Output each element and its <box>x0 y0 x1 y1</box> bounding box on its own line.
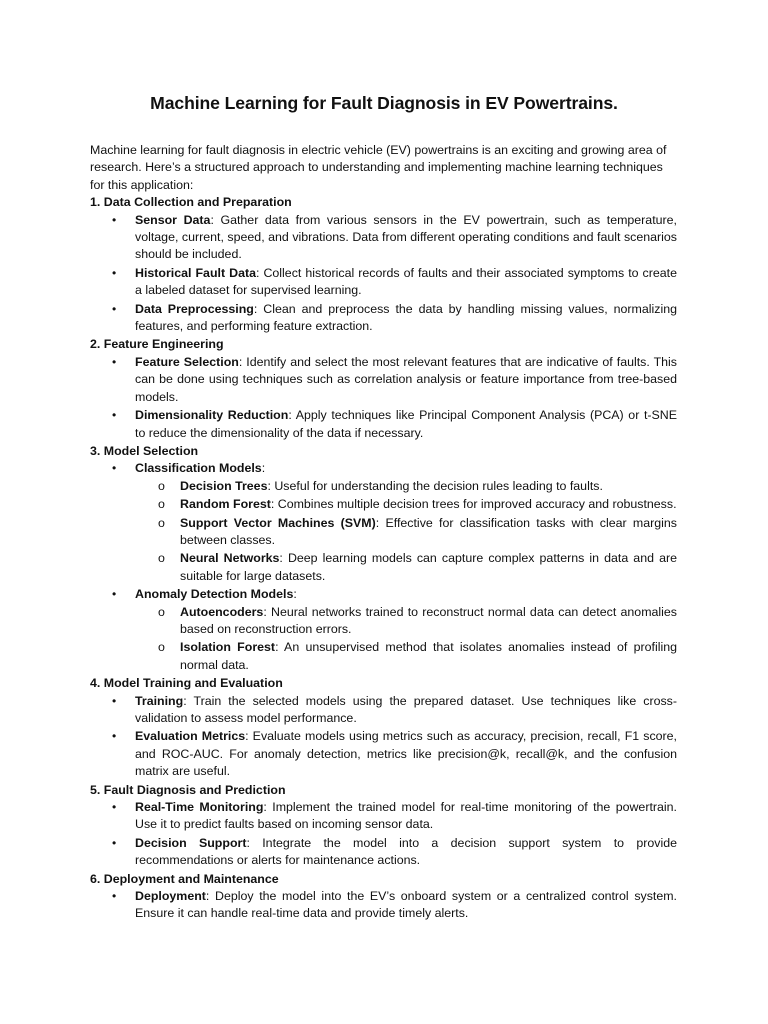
bullet-icon: • <box>112 265 117 280</box>
item-term: Real-Time Monitoring <box>135 800 264 815</box>
section-heading: 3. Model Selection <box>90 443 199 458</box>
list-item <box>90 693 677 728</box>
item-text: : Collect historical records of faults and their associated symptoms to create a labeled dataset for supervised learning. <box>135 265 677 298</box>
bullet-list <box>90 460 677 674</box>
document-title: Machine Learning for Fault Diagnosis in EV Powertrains. <box>150 93 618 113</box>
sub-list-item <box>135 604 677 639</box>
bullet-icon: • <box>112 354 117 369</box>
bullet-icon: • <box>112 461 117 476</box>
section-fault-diagnosis <box>90 782 677 870</box>
item-text: : Evaluate models using metrics such as accuracy, precision, recall, F1 score, and ROC-AUC. For anomaly detection, metrics like precision@k, recall@k, and the confusion matrix are useful. <box>135 729 677 779</box>
list-item <box>90 301 677 336</box>
item-text: : <box>293 587 297 602</box>
bullet-icon: • <box>112 889 117 904</box>
bullet-icon: • <box>112 835 117 850</box>
item-text: : Effective for classification tasks with clear margins between classes. <box>180 515 677 547</box>
item-term: Anomaly Detection Models <box>135 587 294 602</box>
item-term: Historical Fault Data <box>135 265 256 280</box>
sub-bullet-icon: o <box>158 604 165 619</box>
bullet-icon: • <box>112 408 117 423</box>
list-item <box>90 888 677 923</box>
sub-list-item <box>135 550 677 585</box>
sub-list-item <box>135 639 677 674</box>
item-term: Random Forest <box>180 497 271 512</box>
item-text: : Integrate the model into a decision support system to provide recommendations or alerts for maintenance actions. <box>135 835 677 868</box>
bullet-icon: • <box>112 693 117 708</box>
section-deployment <box>90 871 677 923</box>
item-term: Data Preprocessing <box>135 301 254 316</box>
item-text: : An unsupervised method that isolates anomalies instead of profiling normal data. <box>180 640 677 672</box>
bullet-list <box>90 888 677 923</box>
item-term: Feature Selection <box>135 354 239 369</box>
item-term: Training <box>135 693 184 708</box>
bullet-list <box>90 354 677 442</box>
section-heading: 1. Data Collection and Preparation <box>90 195 292 210</box>
item-text: : Deploy the model into the EV’s onboard system or a centralized control system. Ensure it can handle real-time data and provide timely alerts. <box>135 889 677 921</box>
list-item <box>90 354 677 406</box>
sub-bullet-icon: o <box>158 640 165 655</box>
item-text: : <box>261 461 266 476</box>
bullet-list <box>90 693 677 781</box>
bullet-icon: • <box>112 301 117 316</box>
list-item <box>90 799 677 834</box>
item-term: Decision Trees <box>180 478 268 493</box>
section-heading: 6. Deployment and Maintenance <box>90 871 279 886</box>
document-body <box>90 142 677 924</box>
list-item <box>90 212 677 264</box>
item-text: : Implement the trained model for real-time monitoring of the powertrain. Use it to predict faults based on incoming sensor data. <box>135 800 677 832</box>
sub-bullet-list <box>135 604 677 675</box>
bullet-icon: • <box>112 587 117 602</box>
bullet-list <box>90 799 677 870</box>
list-item <box>90 728 677 780</box>
item-text: : Train the selected models using the prepared dataset. Use techniques like cross-validation to assess model performance. <box>135 693 677 725</box>
list-item <box>90 407 677 442</box>
list-item <box>90 265 677 300</box>
item-term: Dimensionality Reduction <box>135 408 289 423</box>
item-text: : Identify and select the most relevant features that are indicative of faults. This can be done using techniques such as correlation analysis or feature importance from tree-based models. <box>135 354 677 404</box>
list-item <box>90 460 677 585</box>
section-heading: 4. Model Training and Evaluation <box>90 676 283 691</box>
item-term: Deployment <box>135 889 206 904</box>
section-model-selection <box>90 443 677 674</box>
list-item <box>90 586 677 674</box>
item-term: Classification Models <box>135 461 262 476</box>
item-term: Evaluation Metrics <box>135 729 246 744</box>
item-term: Sensor Data <box>135 212 211 227</box>
item-text: : Useful for understanding the decision rules leading to faults. <box>267 478 603 493</box>
section-data-collection <box>90 194 677 335</box>
sub-bullet-icon: o <box>158 478 165 493</box>
section-training-evaluation <box>90 675 677 780</box>
item-text: : Combines multiple decision trees for improved accuracy and robustness. <box>270 497 677 512</box>
sub-list-item <box>135 515 677 550</box>
item-term: Isolation Forest <box>180 640 276 655</box>
list-item <box>90 835 677 870</box>
item-term: Support Vector Machines (SVM) <box>180 515 376 530</box>
section-heading: 5. Fault Diagnosis and Prediction <box>90 782 286 797</box>
section-feature-engineering <box>90 336 677 441</box>
sub-bullet-icon: o <box>158 497 165 512</box>
item-term: Autoencoders <box>180 604 264 619</box>
bullet-list <box>90 212 677 336</box>
sub-list-item <box>135 478 677 495</box>
item-text: : Neural networks trained to reconstruct normal data can detect anomalies based on reconstruction errors. <box>180 604 677 636</box>
item-term: Neural Networks <box>180 551 280 566</box>
intro-paragraph: Machine learning for fault diagnosis in electric vehicle (EV) powertrains is an exciting and growing area of research. Here’s a structured approach to understanding and implementing machine learning techniques for this application: <box>90 143 667 192</box>
item-text: : Deep learning models can capture complex patterns in data and are suitable for large datasets. <box>180 551 677 583</box>
sub-list-item <box>135 496 677 513</box>
item-term: Decision Support <box>135 835 247 850</box>
bullet-icon: • <box>112 729 117 744</box>
bullet-icon: • <box>112 800 117 815</box>
sub-bullet-icon: o <box>158 551 165 566</box>
sub-bullet-icon: o <box>158 515 165 530</box>
sub-bullet-list <box>135 478 677 585</box>
section-heading: 2. Feature Engineering <box>90 337 224 352</box>
item-text: : Apply techniques like Principal Component Analysis (PCA) or t-SNE to reduce the dimensionality of the data if necessary. <box>135 408 677 440</box>
item-text: : Gather data from various sensors in the EV powertrain, such as temperature, voltage, current, speed, and vibrations. Data from different operating conditions and fault scenarios should be included. <box>135 212 677 262</box>
item-text: : Clean and preprocess the data by handling missing values, normalizing features, and performing feature extraction. <box>135 301 677 334</box>
bullet-icon: • <box>112 212 117 227</box>
